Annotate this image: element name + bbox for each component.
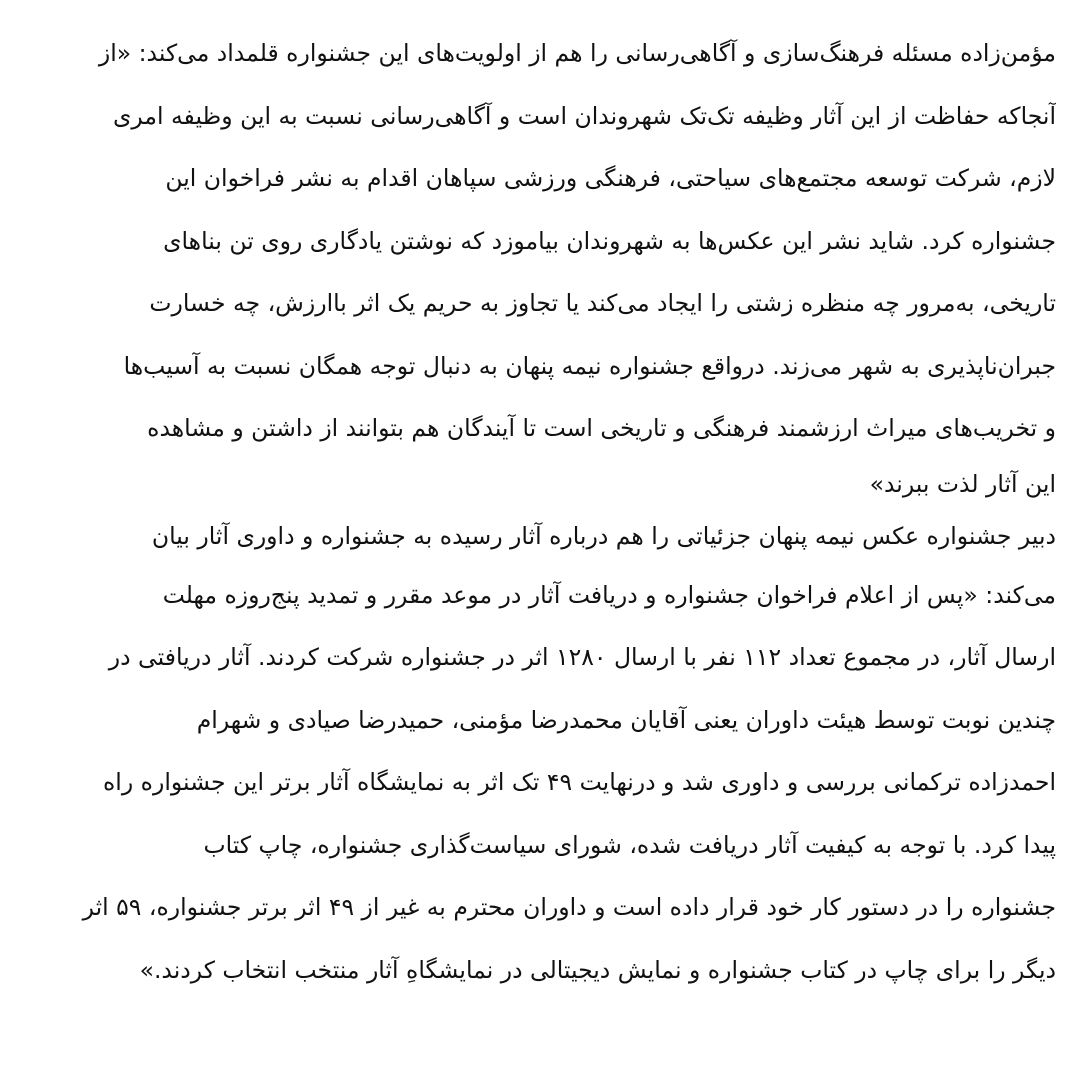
text-line: مؤمن‌زاده مسئله فرهنگ‌سازی و آگاهی‌رسانی را هم از اولویت‌های این جشنواره قلمداد می‌کند: «از <box>98 39 1056 67</box>
text-line: تاریخی، به‌مرور چه منظره زشتی را ایجاد می‌کند یا تجاوز به حریم یک اثر باارزش، چه خسارت <box>149 289 1056 317</box>
text-line: پیدا کرد. با توجه به کیفیت آثار دریافت شده، شورای سیاست‌گذاری جشنواره، چاپ کتاب <box>203 830 1056 859</box>
text-line: لازم، شرکت توسعه مجتمع‌های سیاحتی، فرهنگی ورزشی سپاهان اقدام به نشر فراخوان این <box>165 164 1056 192</box>
text-line: ارسال آثار، در مجموع تعداد ۱۱۲ نفر با ارسال ۱۲۸۰ اثر در جشنواره شرکت کردند. آثار دریافتی در <box>108 643 1056 671</box>
text-line: این آثار لذت ببرند» <box>869 469 1056 498</box>
paragraph-2 <box>28 508 1056 1002</box>
text-line: دیگر را برای چاپ در کتاب جشنواره و نمایش دیجیتالی در نمایشگاهِ آثار منتخب انتخاب کردند.» <box>139 955 1056 984</box>
text-line: چندین نوبت توسط هیئت داوران یعنی آقایان محمدرضا مؤمنی، حمیدرضا صیادی و شهرام <box>196 705 1056 734</box>
text-line: دبیر جشنواره عکس نیمه پنهان جزئیاتی را هم درباره آثار رسیده به جشنواره و داوری آثار بیان <box>151 521 1056 550</box>
text-line: احمدزاده ترکمانی بررسی و داوری شد و درنهایت ۴۹ تک اثر به نمایشگاه آثار برتر این جشنواره راه <box>103 768 1056 796</box>
text-line: جشنواره کرد. شاید نشر این عکس‌ها به شهروندان بیاموزد که نوشتن یادگاری روی تن بناهای <box>163 226 1056 255</box>
paragraph-1 <box>28 22 1056 508</box>
text-line: جبران‌ناپذیری به شهر می‌زند. درواقع جشنواره نیمه پنهان به دنبال توجه همگان نسبت به آسیب‌ها <box>123 351 1056 380</box>
text-line: آنجاکه حفاظت از این آثار وظیفه تک‌تک شهروندان است و آگاهی‌رسانی نسبت به این وظیفه امری <box>113 101 1056 130</box>
text-line: می‌کند: «پس از اعلام فراخوان جشنواره و دریافت آثار در موعد مقرر و تمدید پنج‌روزه مهلت <box>162 580 1056 609</box>
text-line: و تخریب‌های میراث ارزشمند فرهنگی و تاریخی است تا آیندگان هم بتوانند از داشتن و مشاهده <box>147 414 1056 442</box>
article-body <box>28 22 1056 1001</box>
text-line: جشنواره را در دستور کار خود قرار داده است و داوران محترم به غیر از ۴۹ اثر برتر جشنواره، ۵۹ اثر <box>82 893 1056 921</box>
